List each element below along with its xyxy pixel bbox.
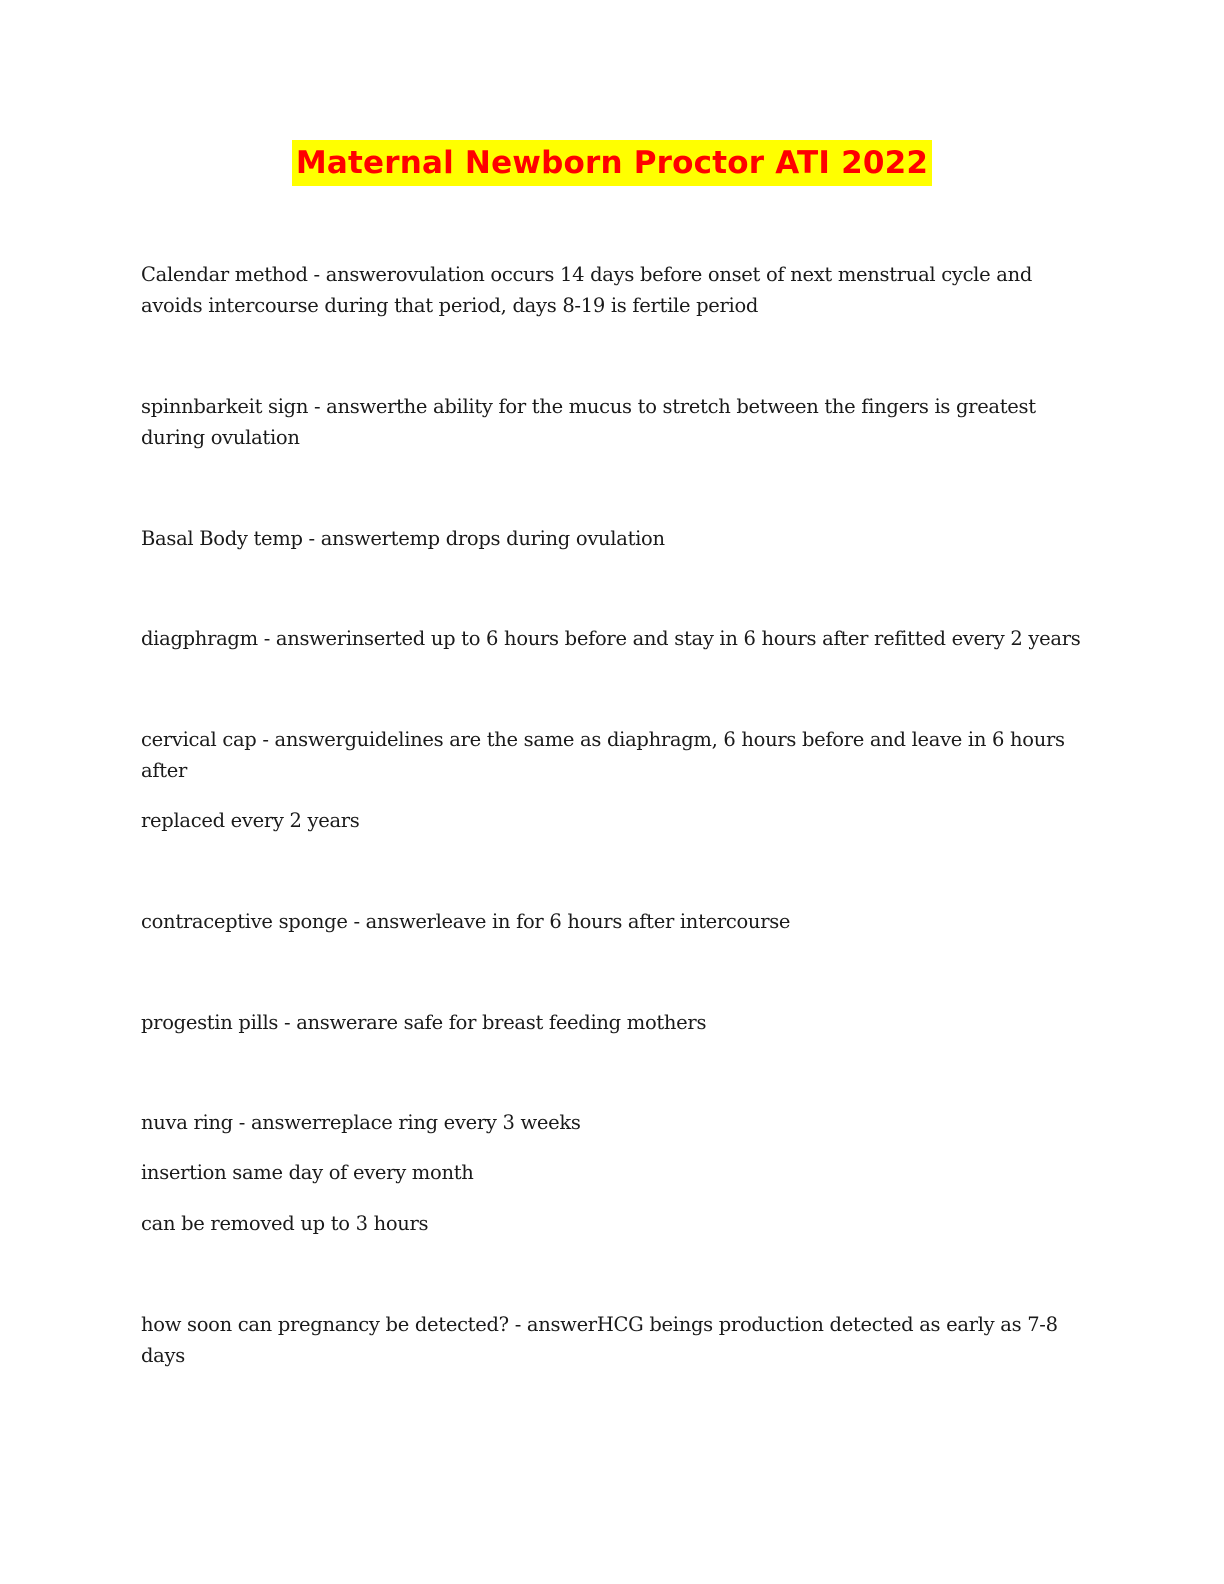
paragraph-progestin-pills: progestin pills - answerare safe for breast feeding mothers — [141, 1011, 707, 1034]
paragraph-cervical-cap: cervical cap - answerguidelines are the same as diaphragm, 6 hours before and leave in 6 hours after — [141, 728, 1065, 782]
paragraph-nuva-ring-removal: can be removed up to 3 hours — [141, 1212, 429, 1235]
paragraph-calendar-method: Calendar method - answerovulation occurs 14 days before onset of next menstrual cycle and avoids intercourse during that period, days 8-19 is fertile period — [141, 263, 1033, 317]
paragraph-basal-body-temp: Basal Body temp - answertemp drops during ovulation — [141, 527, 665, 550]
title-container — [0, 140, 1224, 186]
paragraph-diaphragm: diagphragm - answerinserted up to 6 hours before and stay in 6 hours after refitted every 2 years — [141, 627, 1081, 650]
paragraph-pregnancy-detection: how soon can pregnancy be detected? - answerHCG beings production detected as early as 7-8 days — [141, 1313, 1058, 1367]
paragraph-nuva-ring: nuva ring - answerreplace ring every 3 weeks — [141, 1111, 581, 1134]
document-title: Maternal Newborn Proctor ATI 2022 — [292, 140, 932, 186]
paragraph-nuva-ring-insertion: insertion same day of every month — [141, 1161, 474, 1184]
paragraph-cervical-cap-replaced: replaced every 2 years — [141, 809, 360, 832]
paragraph-spinnbarkeit-sign: spinnbarkeit sign - answerthe ability for the mucus to stretch between the fingers is greatest during ovulation — [141, 395, 1036, 449]
paragraph-contraceptive-sponge: contraceptive sponge - answerleave in for 6 hours after intercourse — [141, 910, 791, 933]
